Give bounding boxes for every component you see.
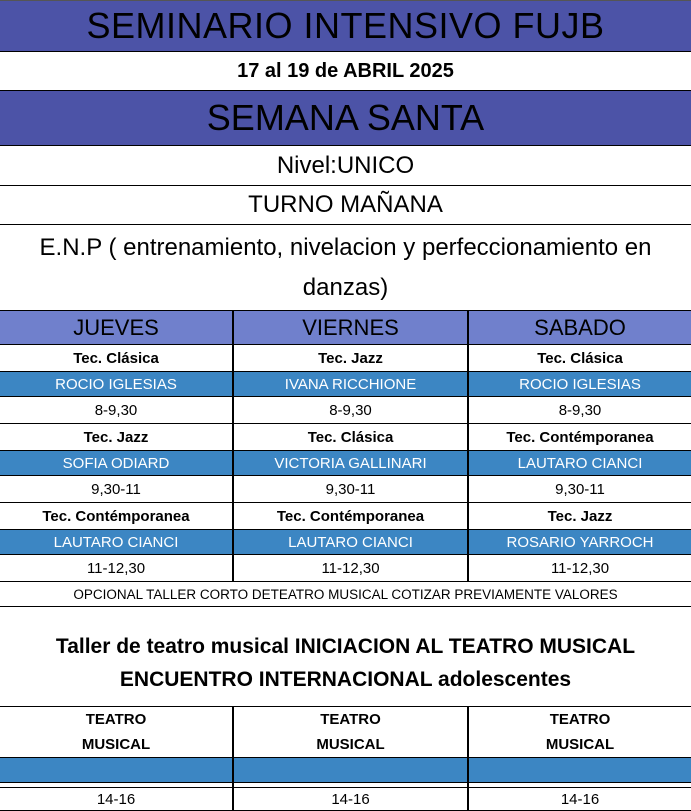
teacher-row [0, 451, 691, 476]
teacher-cell: LAUTARO CIANCI [469, 451, 691, 475]
teacher-cell: LAUTARO CIANCI [234, 530, 469, 554]
subject-row [0, 503, 691, 530]
level-row [0, 146, 691, 186]
workshop-cell-line1: TEATRO [469, 707, 691, 732]
workshop-cell-line1: TEATRO [0, 707, 234, 732]
workshop-spacer-cell [234, 783, 469, 787]
workshop-title: Taller de teatro musical INICIACION AL TEATRO MUSICAL ENCUENTRO INTERNACIONAL adolescentes [0, 619, 691, 706]
time-cell: 11-12,30 [234, 555, 469, 581]
program-description: E.N.P ( entrenamiento, nivelacion y perfeccionamiento en danzas) [0, 225, 691, 310]
days-row [0, 311, 691, 345]
subject-cell: Tec. Clásica [234, 424, 469, 450]
workshop-teacher-row [0, 758, 691, 783]
workshop-cell-line2: MUSICAL [0, 732, 234, 757]
workshop-spacer-cell [469, 783, 691, 787]
teacher-cell: ROSARIO YARROCH [469, 530, 691, 554]
workshop-time-row [0, 788, 691, 811]
time-cell: 11-12,30 [0, 555, 234, 581]
time-row [0, 476, 691, 503]
time-cell: 9,30-11 [0, 476, 234, 502]
subject-cell: Tec. Contémporanea [0, 503, 234, 529]
workshop-teacher-cell [469, 758, 691, 782]
subject-row [0, 424, 691, 451]
subtitle-row [0, 91, 691, 146]
subject-cell: Tec. Jazz [469, 503, 691, 529]
workshop-teacher-cell [0, 758, 234, 782]
subject-cell: Tec. Clásica [0, 345, 234, 371]
subject-cell: Tec. Jazz [234, 345, 469, 371]
workshop-time-cell: 14-16 [234, 788, 469, 810]
time-cell: 8-9,30 [469, 397, 691, 423]
workshop-teacher-cell [234, 758, 469, 782]
optional-note: OPCIONAL TALLER CORTO DETEATRO MUSICAL COTIZAR PREVIAMENTE VALORES [0, 582, 691, 606]
subject-cell: Tec. Clásica [469, 345, 691, 371]
shift-row [0, 186, 691, 225]
dates-row [0, 52, 691, 91]
workshop-cell-line2: MUSICAL [234, 732, 469, 757]
time-cell: 8-9,30 [234, 397, 469, 423]
workshop-time-cell: 14-16 [469, 788, 691, 810]
teacher-cell: ROCIO IGLESIAS [469, 372, 691, 396]
time-row [0, 555, 691, 582]
time-cell: 9,30-11 [469, 476, 691, 502]
teacher-row [0, 372, 691, 397]
level-label: Nivel:UNICO [0, 146, 691, 185]
teacher-cell: IVANA RICCHIONE [234, 372, 469, 396]
seminar-subtitle: SEMANA SANTA [0, 91, 691, 145]
day-header-jueves: JUEVES [0, 311, 234, 344]
title-row [0, 0, 691, 52]
time-cell: 9,30-11 [234, 476, 469, 502]
seminar-dates: 17 al 19 de ABRIL 2025 [0, 52, 691, 90]
day-header-viernes: VIERNES [234, 311, 469, 344]
workshop-time-cell: 14-16 [0, 788, 234, 810]
workshop-cell-line2: MUSICAL [469, 732, 691, 757]
time-row [0, 397, 691, 424]
time-cell: 11-12,30 [469, 555, 691, 581]
subject-row [0, 345, 691, 372]
day-header-sabado: SABADO [469, 311, 691, 344]
program-row [0, 225, 691, 311]
teacher-cell: SOFIA ODIARD [0, 451, 234, 475]
workshop-line2-row [0, 732, 691, 758]
subject-cell: Tec. Contémporanea [469, 424, 691, 450]
optional-note-row [0, 582, 691, 607]
seminar-title: SEMINARIO INTENSIVO FUJB [0, 0, 691, 51]
workshop-title-row [0, 619, 691, 707]
teacher-cell: VICTORIA GALLINARI [234, 451, 469, 475]
time-cell: 8-9,30 [0, 397, 234, 423]
teacher-row [0, 530, 691, 555]
workshop-cell-line1: TEATRO [234, 707, 469, 732]
subject-cell: Tec. Jazz [0, 424, 234, 450]
subject-cell: Tec. Contémporanea [234, 503, 469, 529]
teacher-cell: LAUTARO CIANCI [0, 530, 234, 554]
shift-label: TURNO MAÑANA [0, 186, 691, 224]
workshop-spacer-cell [0, 783, 234, 787]
teacher-cell: ROCIO IGLESIAS [0, 372, 234, 396]
spacer-row [0, 607, 691, 619]
workshop-line1-row [0, 707, 691, 732]
